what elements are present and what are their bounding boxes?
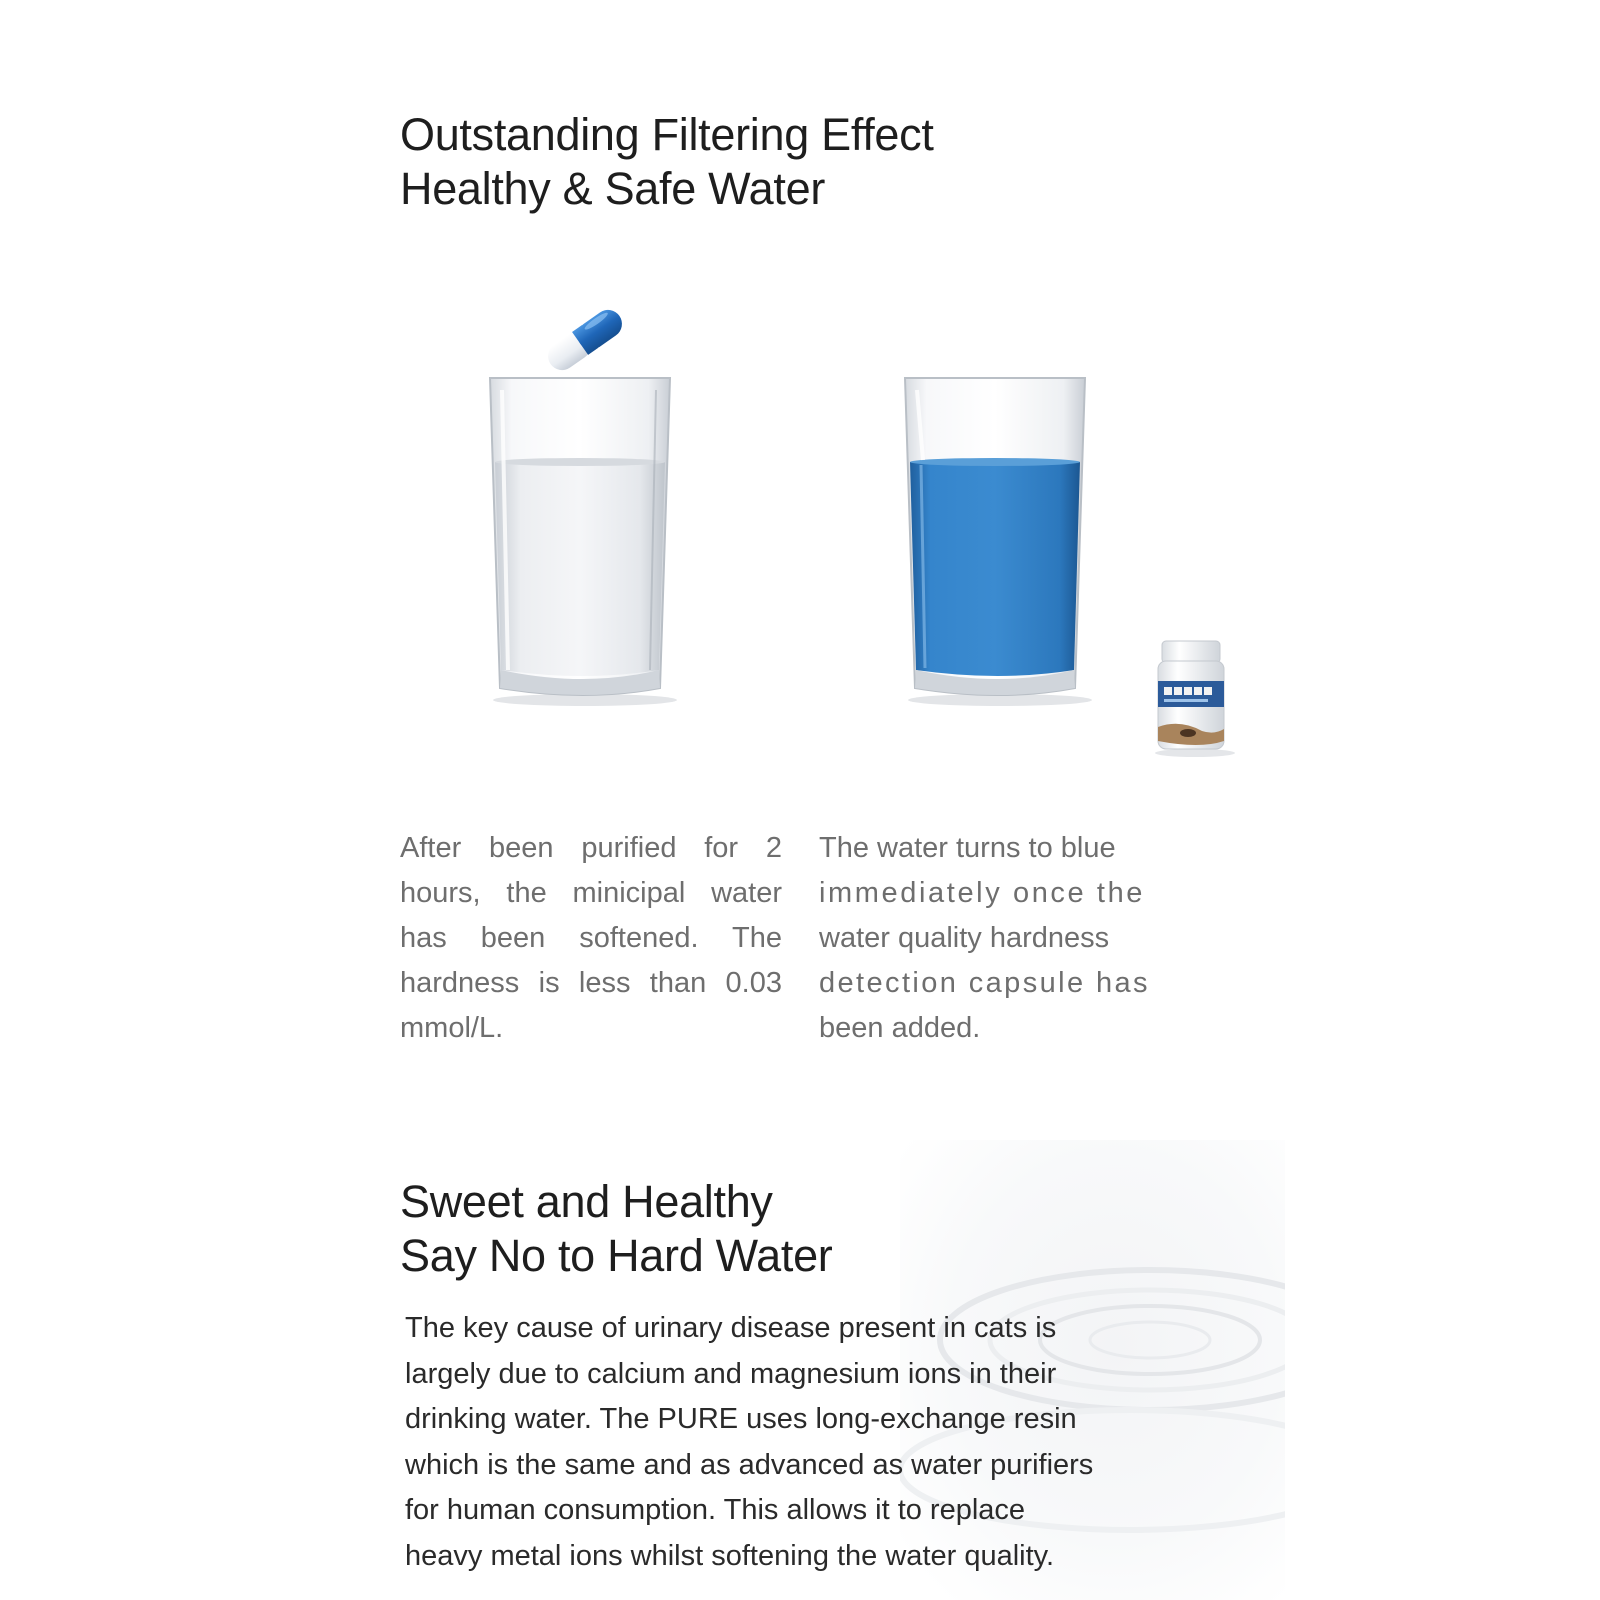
caption-blue-water bbox=[819, 826, 1209, 1051]
section-heading-healthy bbox=[400, 1175, 833, 1283]
body-paragraph bbox=[405, 1306, 1185, 1579]
heading-line: Sweet and Healthy bbox=[400, 1176, 773, 1227]
blue-water-glass bbox=[895, 370, 1105, 720]
caption-text: has been softened. The bbox=[400, 922, 782, 954]
capsule-icon bbox=[535, 300, 635, 380]
body-line: largely due to calcium and magnesium ions in their bbox=[405, 1357, 1057, 1390]
caption-purified-water bbox=[400, 826, 782, 1051]
section-heading-filtering bbox=[400, 108, 934, 216]
caption-line: The water turns to blue bbox=[819, 832, 1116, 864]
capsule-bottle-icon bbox=[1150, 635, 1240, 760]
caption-line: been added. bbox=[819, 1012, 981, 1044]
body-line: which is the same and as advanced as water purifiers bbox=[405, 1448, 1094, 1481]
heading-line: Outstanding Filtering Effect bbox=[400, 109, 934, 160]
body-line: The key cause of urinary disease present in cats is bbox=[405, 1312, 1057, 1344]
body-line: for human consumption. This allows it to replace bbox=[405, 1494, 1026, 1526]
heading-line: Say No to Hard Water bbox=[400, 1230, 833, 1281]
body-line: heavy metal ions whilst softening the water quality. bbox=[405, 1539, 1055, 1572]
caption-text: hardness is less than 0.03 bbox=[400, 967, 782, 999]
caption-text: After been purified for 2 bbox=[400, 832, 782, 864]
clear-water-glass bbox=[480, 370, 690, 720]
caption-text: mmol/L. bbox=[400, 1012, 504, 1044]
caption-text: hours, the minicipal water bbox=[400, 877, 782, 909]
caption-line: detection capsule has bbox=[819, 967, 1150, 999]
body-line: drinking water. The PURE uses long-exchange resin bbox=[405, 1403, 1077, 1435]
heading-line: Healthy & Safe Water bbox=[400, 163, 826, 214]
caption-line: immediately once the bbox=[819, 877, 1146, 909]
caption-line: water quality hardness bbox=[819, 922, 1110, 954]
